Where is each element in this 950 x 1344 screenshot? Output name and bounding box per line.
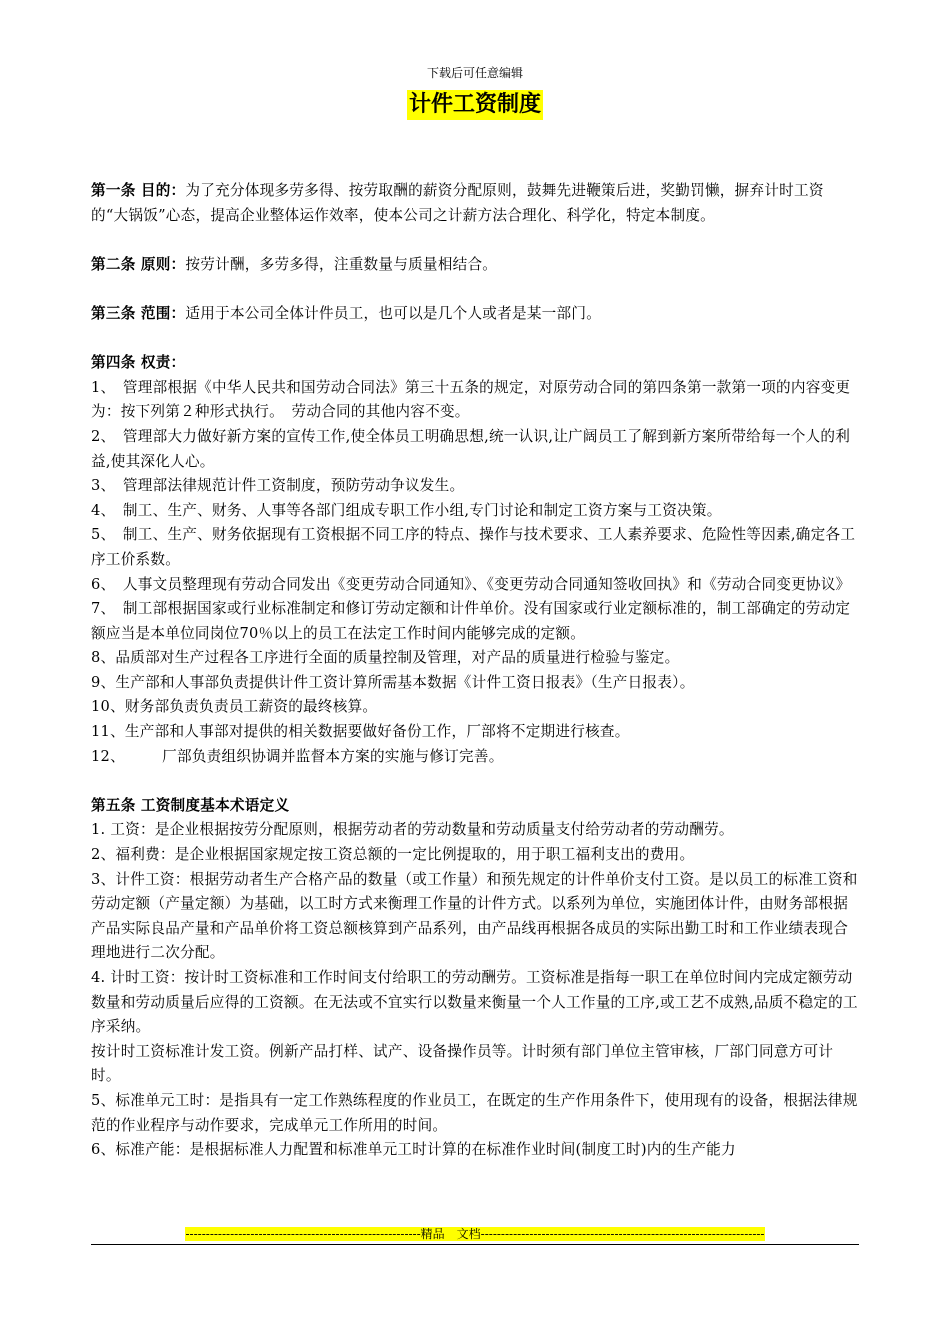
document-title: 计件工资制度: [407, 90, 543, 120]
article-4-item: 7、 制工部根据国家或行业标准制定和修订劳动定额和计件单价。没有国家或行业定额标准的，制工部确定的劳动定额应当是本单位同岗位70％以上的员工在法定工作时间内能够完成的定额。: [91, 600, 851, 642]
article-1: [91, 179, 859, 228]
article-4-item: 6、 人事文员整理现有劳动合同发出《变更劳动合同通知》、《变更劳动合同通知签收回执》和《劳动合同变更协议》: [91, 575, 851, 593]
article-2-text: 按劳计酬，多劳多得，注重数量与质量相结合。: [185, 255, 498, 273]
title-wrap: [0, 90, 950, 120]
article-5-item: 6、标准产能：是根据标准人力配置和标准单元工时计算的在标准作业时间(制度工时)内的生产能力: [91, 1141, 736, 1159]
article-4-item: 9、生产部和人事部负责提供计件工资计算所需基本数据《计件工资日报表》（生产日报表）。: [91, 673, 695, 691]
article-4-item: 12、 厂部负责组织协调并监督本方案的实施与修订完善。: [91, 747, 504, 765]
article-5-item: 3、计件工资：根据劳动者生产合格产品的数量（或工作量）和预先规定的计件单价支付工资。是以员工的标准工资和劳动定额（产量定额）为基础，以工时方式来衡理工作量的计件方式。以系列为单位，实施团体计件，由财务部根据产品实际良品产量和产品单价将工资总额核算到产品系列，由产品线再根据各成员的实际出勤工时和工作业绩表现合理地进行二次分配。: [91, 870, 858, 962]
footer-banner: [91, 1227, 859, 1241]
article-4-item: 4、 制工、生产、财务、人事等各部门组成专职工作小组,专门讨论和制定工资方案与工资决策。: [91, 501, 722, 519]
article-1-heading: 第一条 目的：: [91, 182, 186, 199]
article-2-heading: 第二条 原则：: [91, 255, 186, 273]
article-3: [91, 302, 859, 327]
header-note: 下载后可任意编辑: [426, 66, 523, 80]
article-4-item: 8、品质部对生产过程各工序进行全面的质量控制及管理，对产品的质量进行检验与鉴定。: [91, 649, 680, 667]
article-5-item: 5、标准单元工时：是指具有一定工作熟练程度的作业员工，在既定的生产作用条件下，使用现有的设备，根据法律规范的作业程序与动作要求，完成单元工作所用的时间。: [91, 1091, 858, 1134]
article-5-item: 2、福利费：是企业根据国家规定按工资总额的一定比例提取的，用于职工福利支出的费用。: [91, 846, 695, 864]
footer-rule: [91, 1244, 859, 1245]
article-4-item: 1、 管理部根据《中华人民共和国劳动合同法》第三十五条的规定，对原劳动合同的第四条第一款第一项的内容变更为：按下列第２种形式执行。 劳动合同的其他内容不变。: [91, 378, 851, 421]
article-3-text: 适用于本公司全体计件员工，也可以是几个人或者是某一部门。: [185, 304, 602, 322]
article-5-item: 1. 工资：是企业根据按劳分配原则，根据劳动者的劳动数量和劳动质量支付给劳动者的劳动酬劳。: [91, 821, 734, 839]
article-4-item: 5、 制工、生产、财务依据现有工资根据不同工序的特点、操作与技术要求、工人素养要求、危险性等因素,确定各工序工价系数。: [91, 526, 856, 568]
article-1-text: 为了充分体现多劳多得、按劳取酬的薪资分配原则，鼓舞先进鞭策后进，奖勤罚懒，摒弃计时工资的“大锅饭”心态，提高企业整体运作效率，使本公司之计薪方法合理化、科学化，特定本制度。: [91, 182, 824, 224]
document-body: [91, 179, 859, 1163]
article-4-heading: 第四条 权责：: [91, 354, 186, 372]
footer-text: ----------------------------------------------------------精品 文档----------------------------------------------------------------------: [185, 1227, 765, 1241]
article-4-item: 10、财务部负责负责员工薪资的最终核算。: [91, 698, 378, 716]
article-2: [91, 253, 859, 278]
article-5-item: 4. 计时工资：按计时工资标准和工作时间支付给职工的劳动酬劳。工资标准是指每一职工在单位时间内完成定额劳动数量和劳动质量后应得的工资额。在无法或不宜实行以数量来衡量一个人工作量的工序,或工艺不成熟,品质不稳定的工序采纳。: [91, 969, 858, 1036]
article-3-heading: 第三条 范围：: [91, 304, 186, 322]
article-5-heading: 第五条 工资制度基本术语定义: [91, 796, 290, 814]
article-4-item: 3、 管理部法律规范计件工资制度，预防劳动争议发生。: [91, 477, 465, 495]
article-4-item: 11、生产部和人事部对提供的相关数据要做好备份工作，厂部将不定期进行核查。: [91, 723, 630, 741]
article-4-item: 2、 管理部大力做好新方案的宣传工作,使全体员工明确思想,统一认识,让广阔员工了解到新方案所带给每一个人的利益,使其深化人心。: [91, 427, 851, 470]
article-5-item: 按计时工资标准计发工资。例新产品打样、试产、设备操作员等。计时须有部门单位主管审核，厂部门同意方可计时。: [91, 1042, 834, 1085]
